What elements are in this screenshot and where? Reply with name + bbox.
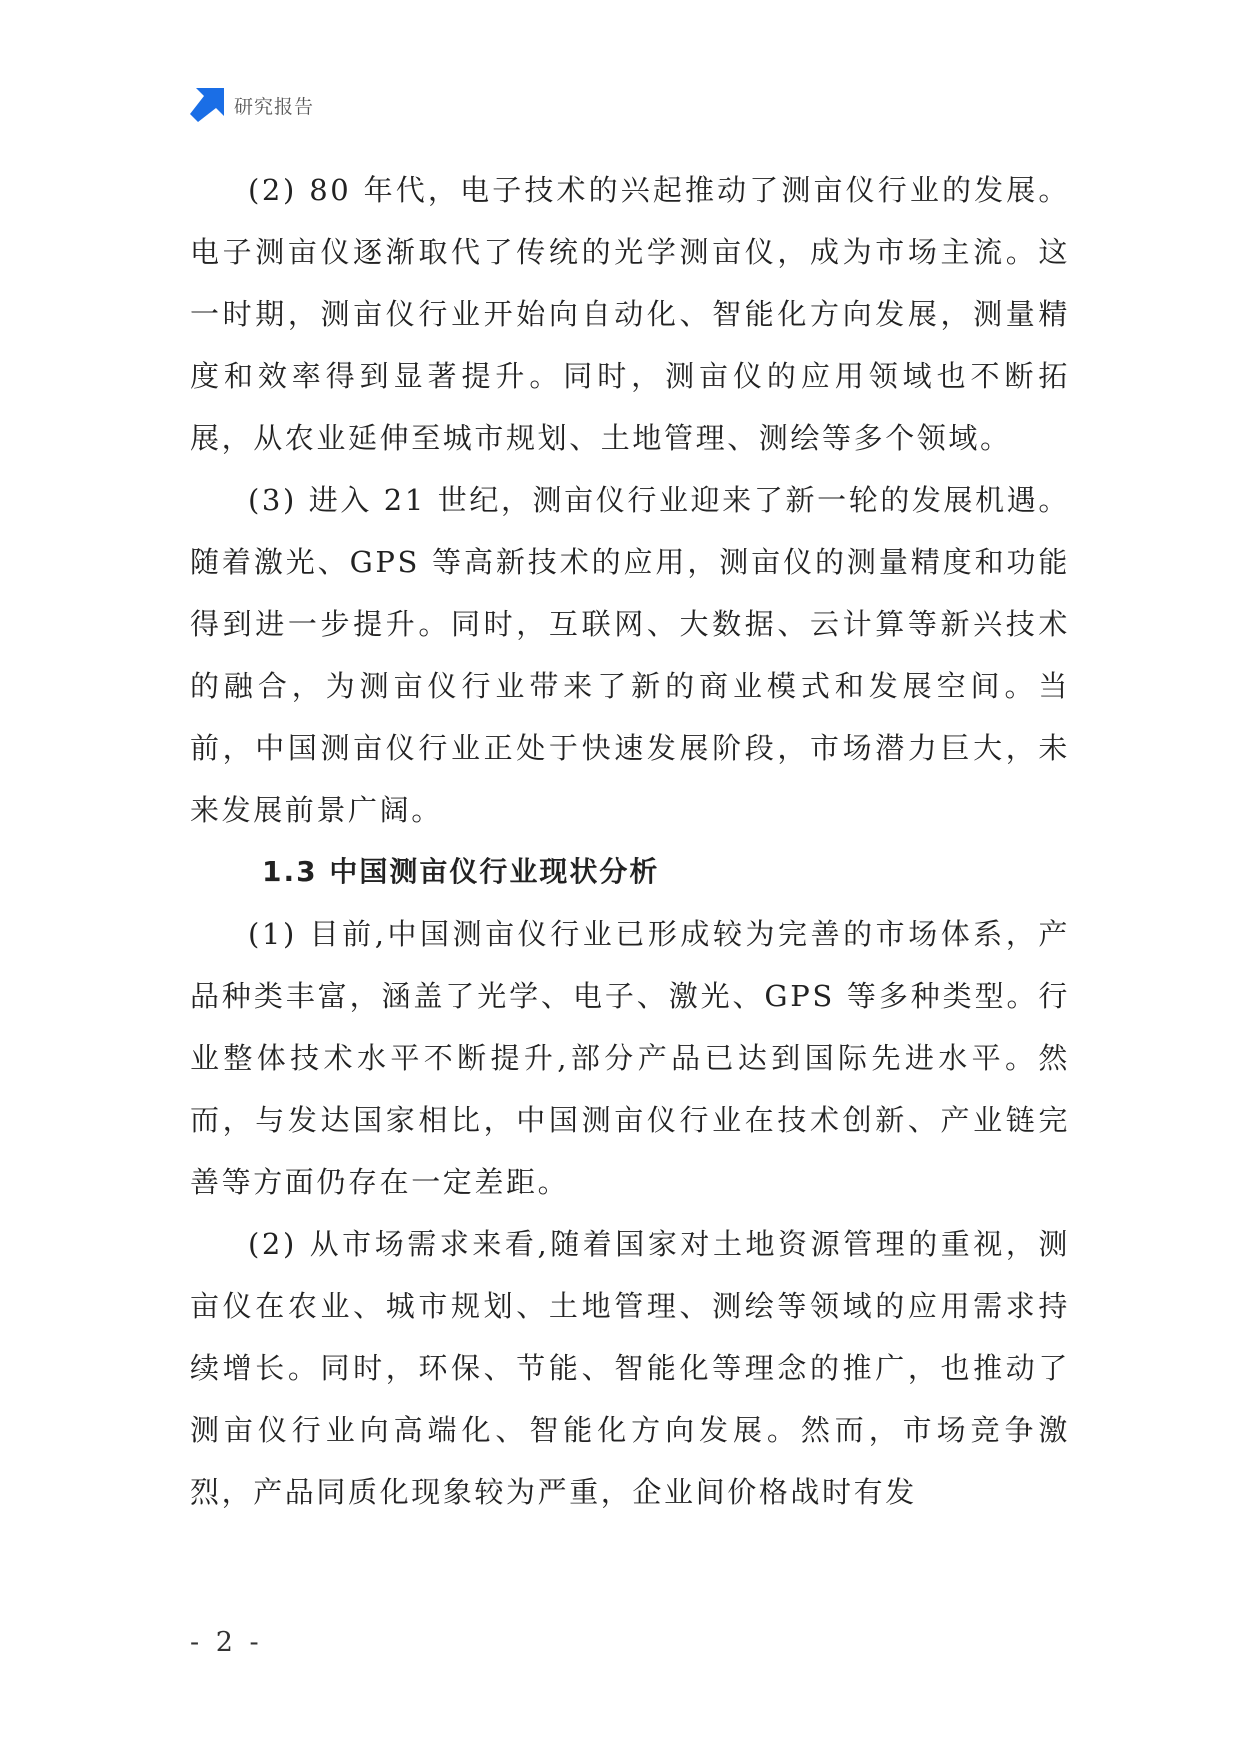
header-title: 研究报告 [234,95,315,118]
paragraph-21st-century: (3) 进入 21 世纪，测亩仪行业迎来了新一轮的发展机遇。随着激光、GPS 等高新技术的应用，测亩仪的测量精度和功能得到进一步提升。同时，互联网、大数据、云计算等新兴技术的融合，为测亩仪行业带来了新的商业模式和发展空间。当前，中国测亩仪行业正处于快速发展阶段，市场潜力巨大，未来发展前景广阔。 [190,483,1070,827]
arrow-up-right-logo-icon [190,88,224,122]
section-heading: 1.3 中国测亩仪行业现状分析 [262,855,660,888]
page-number: - 2 - [190,1627,263,1658]
paragraph-market-system: (1) 目前,中国测亩仪行业已形成较为完善的市场体系，产品种类丰富，涵盖了光学、电子、激光、GPS 等多种类型。行业整体技术水平不断提升,部分产品已达到国际先进水平。然而，与发达国家相比，中国测亩仪行业在技术创新、产业链完善等方面仍存在一定差距。 [190,917,1070,1199]
report-header [190,88,314,122]
document-body [190,159,1070,1523]
paragraph-market-demand: (2) 从市场需求来看,随着国家对土地资源管理的重视，测亩仪在农业、城市规划、土地管理、测绘等领域的应用需求持续增长。同时，环保、节能、智能化等理念的推广，也推动了测亩仪行业向高端化、智能化方向发展。然而，市场竞争激烈，产品同质化现象较为严重，企业间价格战时有发 [190,1227,1070,1509]
paragraph-80s-development: (2) 80 年代，电子技术的兴起推动了测亩仪行业的发展。电子测亩仪逐渐取代了传统的光学测亩仪，成为市场主流。这一时期，测亩仪行业开始向自动化、智能化方向发展，测量精度和效率得到显著提升。同时，测亩仪的应用领域也不断拓展，从农业延伸至城市规划、土地管理、测绘等多个领域。 [190,173,1070,455]
